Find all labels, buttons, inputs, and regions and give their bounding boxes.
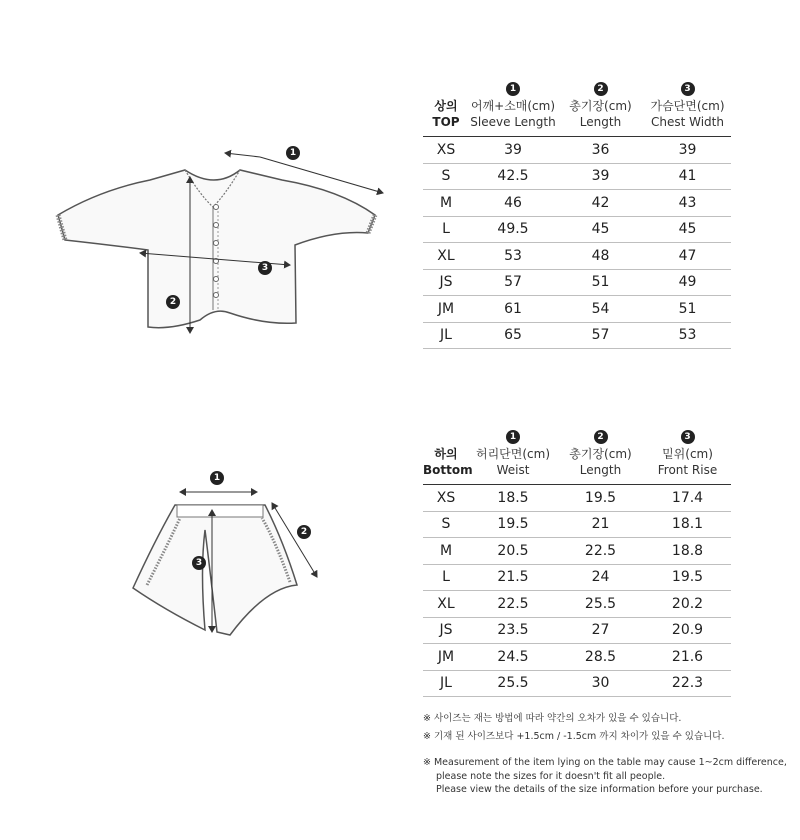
korean-notes bbox=[423, 712, 725, 743]
bottom-col-header-1: 허리단면(cm) Weist bbox=[469, 446, 557, 485]
bottom-marker-2: 2 bbox=[297, 525, 311, 539]
table-row: XS 39 36 39 bbox=[423, 137, 731, 164]
top-garment-illustration bbox=[50, 135, 395, 335]
table-row: XL 22.5 25.5 20.2 bbox=[423, 591, 731, 618]
table-row: L 21.5 24 19.5 bbox=[423, 564, 731, 591]
bottom-category-label: 하의 Bottom bbox=[423, 446, 469, 485]
note-ko-2: ※ 기재 된 사이즈보다 +1.5cm / -1.5cm 까지 차이가 있을 수 있습니다. bbox=[423, 730, 725, 742]
note-en-1: ※ Measurement of the item lying on the table may cause 1~2cm difference, bbox=[423, 757, 787, 768]
table-row: XS 18.5 19.5 17.4 bbox=[423, 485, 731, 512]
bottom-size-table bbox=[423, 424, 731, 697]
table-row: L 49.5 45 45 bbox=[423, 216, 731, 243]
top-marker-2: 2 bbox=[166, 295, 180, 309]
bottom-marker-3: 3 bbox=[192, 556, 206, 570]
top-col-header-3: 가슴단면(cm) Chest Width bbox=[644, 98, 731, 137]
shorts-drawing bbox=[125, 470, 325, 640]
english-notes bbox=[423, 756, 787, 797]
top-col-header-2: 총기장(cm) Length bbox=[557, 98, 644, 137]
table-row: S 19.5 21 18.1 bbox=[423, 511, 731, 538]
table-row: M 20.5 22.5 18.8 bbox=[423, 538, 731, 565]
note-en-3: Please view the details of the size information before your purchase. bbox=[436, 784, 763, 795]
note-en-2: please note the sizes for it doesn't fit all people. bbox=[436, 770, 666, 782]
table-row: JM 61 54 51 bbox=[423, 296, 731, 323]
table-row: JL 65 57 53 bbox=[423, 322, 731, 349]
bottom-col-header-3: 밑위(cm) Front Rise bbox=[644, 446, 731, 485]
top-marker-1: 1 bbox=[286, 146, 300, 160]
note-ko-1: ※ 사이즈는 재는 방법에 따라 약간의 오차가 있을 수 있습니다. bbox=[423, 713, 682, 724]
table-row: JS 57 51 49 bbox=[423, 269, 731, 296]
top-col-marker-2: 2 bbox=[594, 82, 608, 96]
top-marker-3: 3 bbox=[258, 261, 272, 275]
top-category-label: 상의 TOP bbox=[423, 98, 469, 137]
table-row: JL 25.5 30 22.3 bbox=[423, 670, 731, 697]
bottom-col-header-2: 총기장(cm) Length bbox=[557, 446, 644, 485]
table-row: JM 24.5 28.5 21.6 bbox=[423, 644, 731, 671]
table-row: XL 53 48 47 bbox=[423, 243, 731, 270]
table-row: S 42.5 39 41 bbox=[423, 163, 731, 190]
bottom-garment-illustration bbox=[125, 470, 325, 640]
cardigan-drawing bbox=[50, 135, 395, 335]
bottom-col-marker-3: 3 bbox=[681, 430, 695, 444]
top-size-table bbox=[423, 76, 731, 349]
top-col-marker-3: 3 bbox=[681, 82, 695, 96]
bottom-marker-1: 1 bbox=[210, 471, 224, 485]
table-row: JS 23.5 27 20.9 bbox=[423, 617, 731, 644]
table-row: M 46 42 43 bbox=[423, 190, 731, 217]
top-col-marker-1: 1 bbox=[506, 82, 520, 96]
top-col-header-1: 어깨+소매(cm) Sleeve Length bbox=[469, 98, 557, 137]
bottom-col-marker-2: 2 bbox=[594, 430, 608, 444]
bottom-col-marker-1: 1 bbox=[506, 430, 520, 444]
